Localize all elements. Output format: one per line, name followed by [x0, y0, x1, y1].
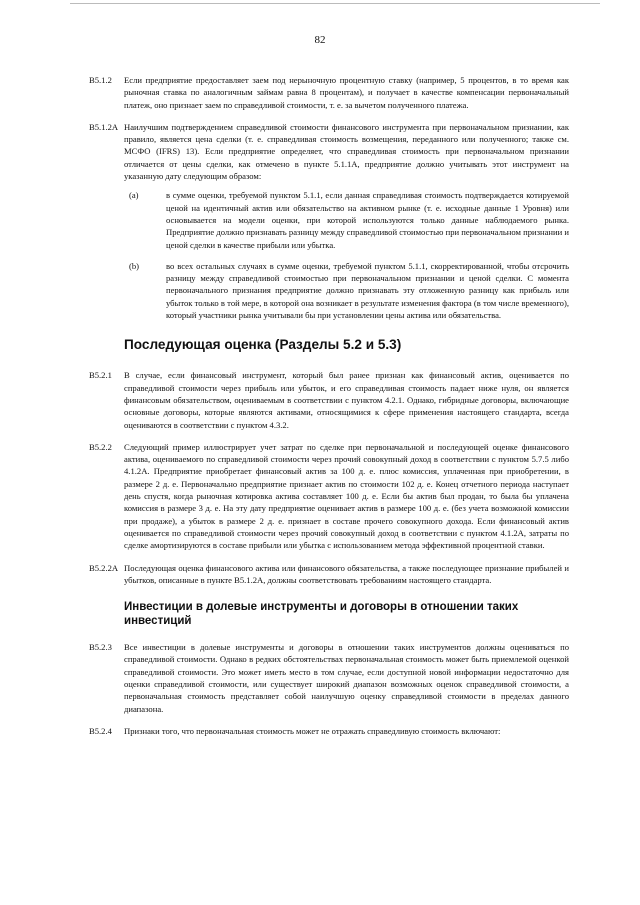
paragraph-text: Если предприятие предоставляет заем под нерыночную процентную ставку (например, 5 процентов, в то время как рыночная ставка по аналогичным займам равна 8 процентам), и получает в качестве компенсации первоначальный платеж, оно признает заем по справедливой стоимости, т. е. за вычетом полученного платежа. [124, 75, 569, 110]
paragraph-b5-1-2 [89, 74, 569, 111]
paragraph-number: B5.1.2A [89, 121, 119, 132]
paragraph-b5-2-3 [89, 641, 569, 715]
paragraph-b5-2-1 [89, 369, 569, 430]
paragraph-text: Следующий пример иллюстрирует учет затрат по сделке при первоначальной и последующей оценке финансового актива, оцениваемого по справедливой стоимости через прочий совокупный доход в соответствии с пунктом 5.7.5 либо 4.1.2А. Предприятие приобретает финансовый актив за 100 д. е. плюс комиссия, уплаченная при приобретении, в размере 2 д. е. Первоначально предприятие признает актив по стоимости 102 д. е. Конец отчетного периода наступает день спустя, когда рыночная котировка актива составляет 100 д. е. Если бы актив был продан, то была бы уплачена комиссия в размере 3 д. е. На эту дату предприятие оценивает актив в размере 100 д. е. (без учета возможной комиссии при продаже), а убыток в размере 2 д. е. признает в составе прочего совокупного дохода. Если финансовый актив оценивается по справедливой стоимости через прочий совокупный доход в соответствии с пунктом 4.1.2А, затраты по сделке амортизируются в составе прибыли или убытка с использованием метода эффективной процентной ставки. [124, 441, 569, 551]
paragraph-text: Все инвестиции в долевые инструменты и договоры в отношении таких инструментов должны оцениваться по справедливой стоимости. Однако в редких обстоятельствах первоначальная стоимость может быть приемлемой оценкой справедливой стоимости. Это может иметь место в том случае, если доступной новой информации недостаточно для оценки справедливой стоимости, или существует широкий диапазон возможных оценок справедливой стоимости, а первоначальная стоимость представляет собой наилучшую оценку справедливой стоимости в пределах данного диапазона. [124, 642, 569, 714]
paragraph-text: Признаки того, что первоначальная стоимость может не отражать справедливую стоимость включают: [124, 725, 501, 736]
list-item-a [129, 189, 569, 250]
paragraph-b5-1-2a [89, 121, 569, 182]
paragraph-number: B5.2.3 [89, 642, 112, 653]
list-item-label: (a) [129, 190, 139, 201]
page-number: 82 [314, 34, 326, 46]
paragraph-text: Наилучшим подтверждением справедливой стоимости финансового инструмента при первоначальном признании, как правило, является цена сделки (т. е. справедливая стоимость возмещения, переданного или полученного; также см. МСФО (IFRS) 13). Если предприятие определяет, что справедливая стоимость при первоначальном признании отличается от цены сделки, как отмечено в пункте 5.1.1А, предприятие должно учитывать этот инструмент на указанную дату следующим образом: [124, 121, 569, 182]
document-body [89, 74, 569, 737]
paragraph-number: B5.2.2 [89, 441, 112, 452]
paragraph-number: B5.2.1 [89, 370, 112, 381]
paragraph-b5-2-4 [89, 725, 569, 737]
paragraph-number: B5.2.2A [89, 562, 119, 573]
section-heading-subsequent-measurement: Последующая оценка (Разделы 5.2 и 5.3) [124, 337, 402, 353]
page-top-rule [70, 3, 600, 4]
paragraph-b5-2-2a [89, 562, 569, 587]
paragraph-b5-2-2 [89, 441, 569, 552]
section-heading-equity-investments: Инвестиции в долевые инструменты и договоры в отношении таких инвестиций [124, 601, 519, 628]
list-item-text: во всех остальных случаях в сумме оценки, требуемой пунктом 5.1.1, скорректированной, чтобы отсрочить разницу между справедливой стоимостью при первоначальном признании и ценой сделки. С момента первоначального признания предприятие должно признавать эту отложенную разницу как прибыль или убыток только в той мере, в которой она возникает в результате изменения фактора (в том числе временного), который участники рынка учитывали бы при установлении цены актива или обязательства. [166, 260, 569, 321]
paragraph-text: В случае, если финансовый инструмент, который был ранее признан как финансовый актив, оценивается по справедливой стоимости через прибыль или убыток, и его справедливая стоимость падает ниже нуля, он является финансовым обязательством, оцениваемым в соответствии с пунктом 4.2.1. Однако, гибридные договоры, включающие основные договоры, которые являются активами, относящимися к сфере применения настоящего стандарта, всегда оцениваются в соответствии с пунктом 4.3.2. [124, 370, 569, 430]
list-item-label: (b) [129, 260, 140, 271]
list-item-text: в сумме оценки, требуемой пунктом 5.1.1, если данная справедливая стоимость подтверждается котируемой ценой на идентичный актив или обязательство на активном рынке (т. е. исходные данные 1 Уровня) или основывается на модели оценки, при которой используются только данные наблюдаемого рынка. Предприятие должно признавать разницу между справедливой стоимостью при первоначальном признании и ценой сделки в качестве прибыли или убытка. [166, 190, 569, 250]
paragraph-text: Последующая оценка финансового актива или финансового обязательства, а также последующее признание прибылей и убытков, описанные в пункте B5.1.2А, должны соответствовать требованиям настоящего стандарта. [124, 562, 569, 585]
list-item-b [129, 260, 569, 321]
paragraph-number: B5.1.2 [89, 75, 112, 85]
paragraph-number: B5.2.4 [89, 725, 112, 736]
